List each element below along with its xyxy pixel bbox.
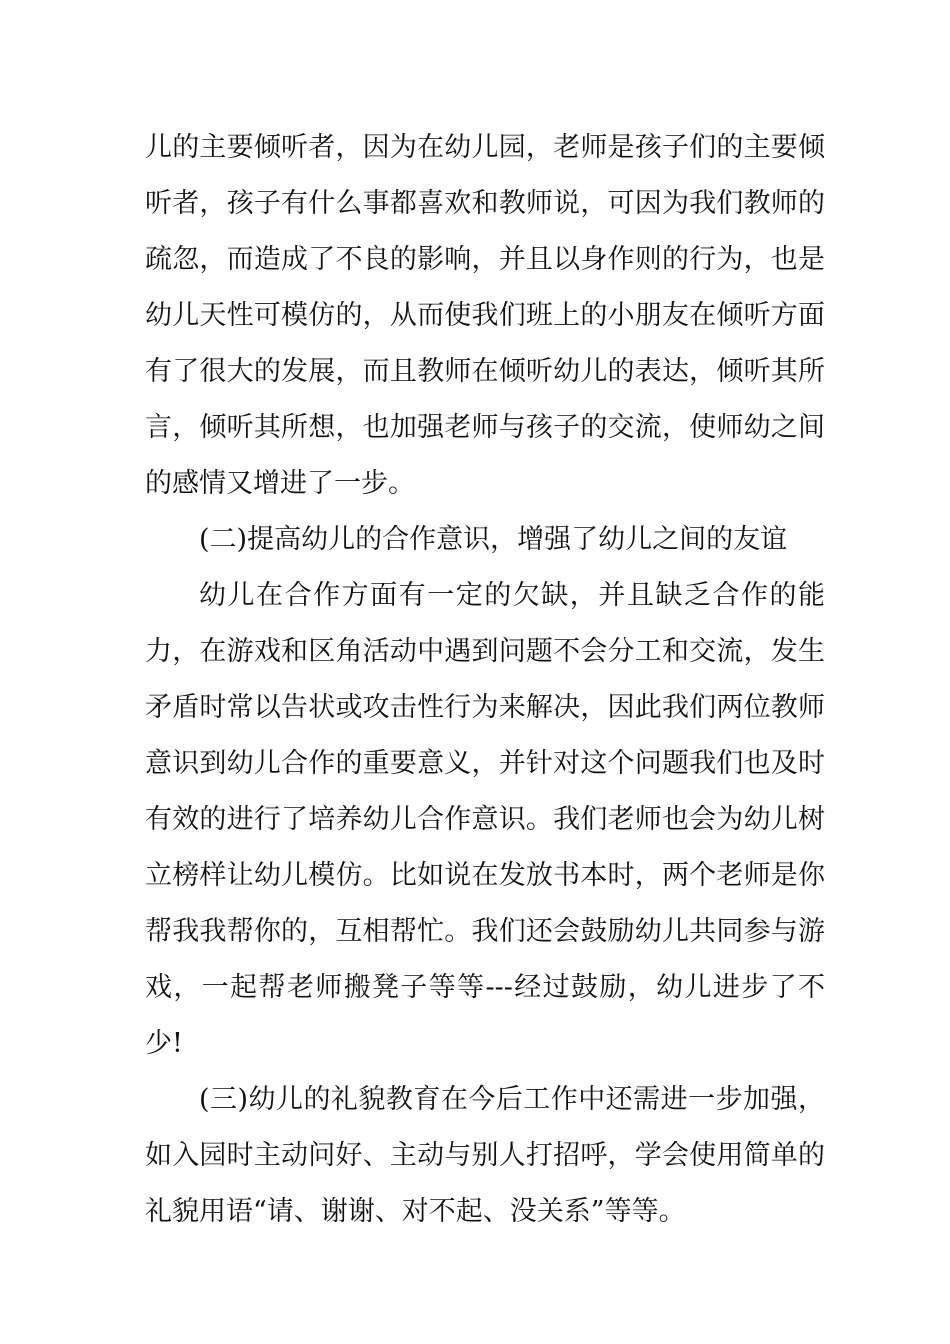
paragraph-cooperation: 幼儿在合作方面有一定的欠缺，并且缺乏合作的能力，在游戏和区角活动中遇到问题不会分工和交流，发生矛盾时常以告状或攻击性行为来解决，因此我们两位教师意识到幼儿合作的重要意义，并针对这个问题我们也及时有效的进行了培养幼儿合作意识。我们老师也会为幼儿树立榜样让幼儿模仿。比如说在发放书本时，两个老师是你帮我我帮你的，互相帮忙。我们还会鼓励幼儿共同参与游戏，一起帮老师搬凳子等等---经过鼓励，幼儿进步了不少! xyxy=(145,580,825,1059)
section-heading-cooperation: (二)提高幼儿的合作意识，增强了幼儿之间的友谊 xyxy=(199,524,788,555)
document-body xyxy=(145,120,825,1240)
paragraph-courtesy: (三)幼儿的礼貌教育在今后工作中还需进一步加强，如入园时主动问好、主动与别人打招呼，学会使用简单的礼貌用语“请、谢谢、对不起、没关系”等等。 xyxy=(145,1084,825,1227)
paragraph-continuation: 儿的主要倾听者，因为在幼儿园，老师是孩子们的主要倾听者，孩子有什么事都喜欢和教师说，可因为我们教师的疏忽，而造成了不良的影响，并且以身作则的行为，也是幼儿天性可模仿的，从而使我们班上的小朋友在倾听方面有了很大的发展，而且教师在倾听幼儿的表达，倾听其所言，倾听其所想，也加强老师与孩子的交流，使师幼之间的感情又增进了一步。 xyxy=(145,132,825,499)
